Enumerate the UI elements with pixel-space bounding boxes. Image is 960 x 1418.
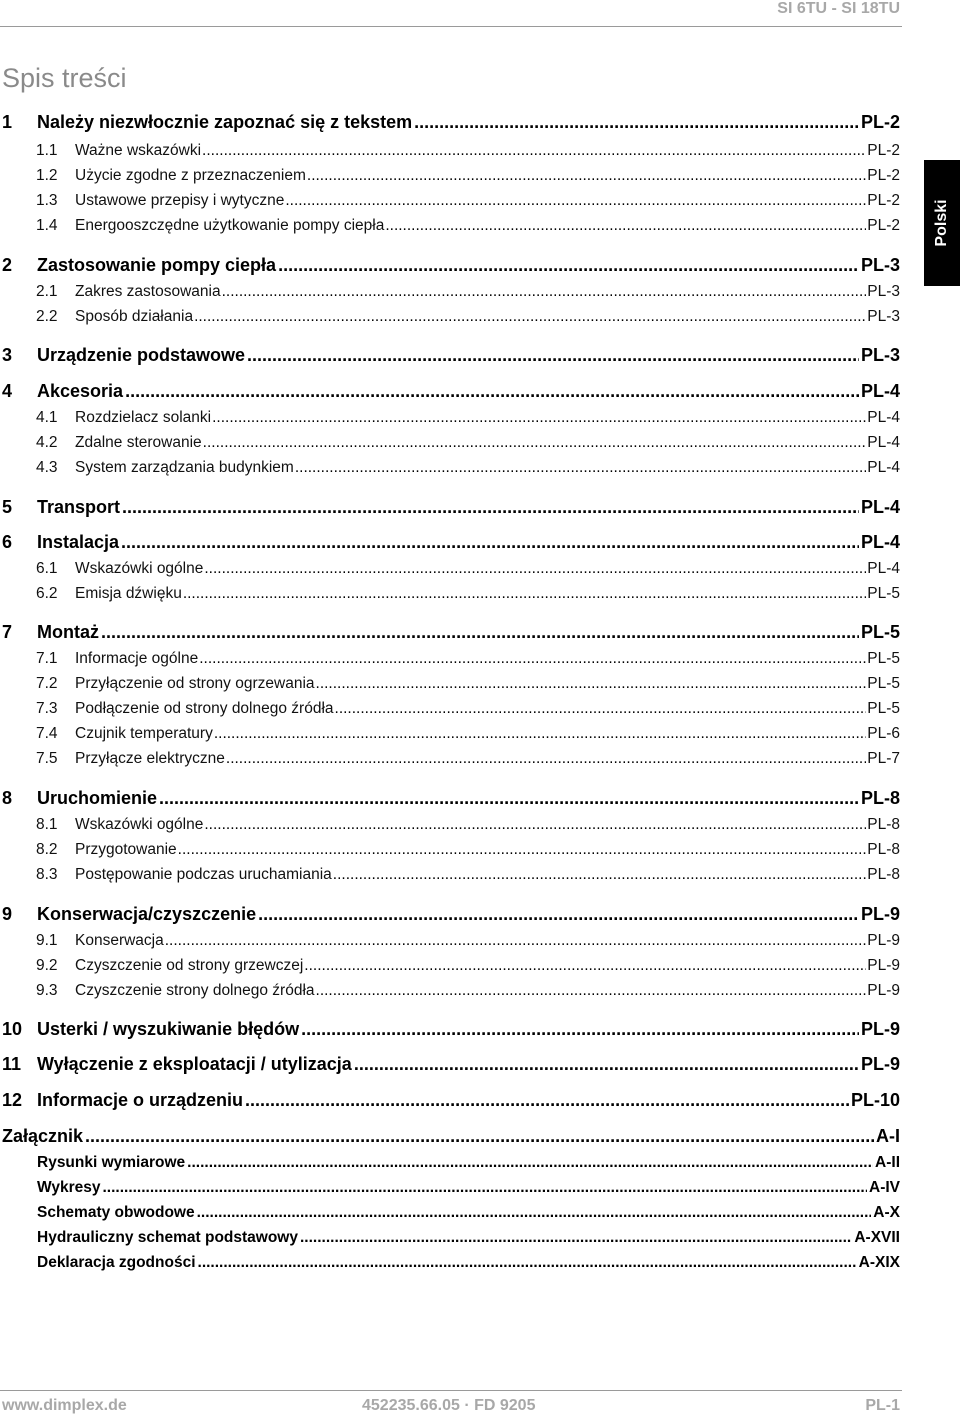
toc-entry[interactable] [2,255,900,276]
toc-entry-number: 2 [2,255,13,275]
toc-entry-page: PL-6 [867,725,900,742]
toc-entry[interactable] [2,308,900,326]
toc-entry-page: A-X [873,1204,900,1221]
toc-entry[interactable] [2,409,900,427]
toc-entry[interactable] [2,1254,900,1272]
toc-entry[interactable] [2,459,900,477]
toc-entry-page: A-II [875,1154,900,1171]
toc-dot-leader [122,497,859,518]
toc-entry[interactable] [2,957,900,975]
toc-entry-title: Konserwacja/czyszczenie [37,904,257,924]
toc-entry[interactable] [2,841,900,859]
header-divider [0,26,902,27]
toc-entry-title: Zastosowanie pompy ciepła [37,255,277,275]
toc-entry-number: 7 [2,622,13,642]
toc-dot-leader [333,866,866,884]
toc-entry-page: PL-9 [860,904,900,924]
footer-website: www.dimplex.de [2,1397,127,1414]
toc-entry-page: A-I [876,1126,900,1146]
page-title: Spis treści [2,63,127,93]
toc-entry-title: Urządzenie podstawowe [37,345,246,365]
toc-entry-title: Przyłącze elektryczne [75,750,225,767]
toc-entry-title: Rozdzielacz solanki [75,409,212,426]
toc-dot-leader [222,283,867,301]
toc-dot-leader [102,1179,867,1197]
toc-entry-title: Usterki / wyszukiwanie błędów [37,1019,300,1039]
toc-entry-number: 3 [2,345,13,365]
toc-dot-leader [245,1090,849,1111]
toc-entry[interactable] [2,532,900,553]
toc-entry-page: PL-10 [850,1090,900,1110]
toc-entry[interactable] [2,866,900,884]
toc-entry-title: Montaż [37,622,99,642]
toc-dot-leader [197,1204,872,1222]
toc-entry-title: Postępowanie podczas uruchamiania [75,866,332,883]
toc-dot-leader [212,409,866,427]
toc-entry-number: 8.3 [36,866,58,883]
toc-entry[interactable] [2,142,900,160]
toc-entry-number: 6 [2,532,13,552]
toc-dot-leader [202,142,866,160]
footer-page-number: PL-1 [865,1397,900,1414]
toc-entry-number: 9.2 [36,957,58,974]
toc-entry-number: 1.2 [36,167,58,184]
toc-entry-page: PL-8 [867,841,900,858]
toc-dot-leader [258,904,859,925]
toc-entry-number: 4.1 [36,409,58,426]
toc-entry-title: Informacje o urządzeniu [37,1090,244,1110]
toc-entry-number: 7.1 [36,650,58,667]
toc-entry[interactable] [2,904,900,925]
toc-entry-number: 4 [2,381,13,401]
toc-entry-page: PL-8 [867,866,900,883]
toc-entry-page: PL-9 [860,1019,900,1039]
toc-entry-title: System zarządzania budynkiem [75,459,294,476]
toc-entry-number: 7.4 [36,725,58,742]
toc-dot-leader [226,750,866,768]
toc-entry[interactable] [2,434,900,452]
toc-entry-page: PL-2 [867,142,900,159]
toc-entry-number: 5 [2,497,13,517]
toc-entry-title: Schematy obwodowe [37,1204,195,1221]
toc-entry[interactable] [2,982,900,1000]
toc-dot-leader [316,982,867,1000]
toc-entry-title: Przyłączenie od strony ogrzewania [75,675,315,692]
toc-entry-title: Zakres zastosowania [75,283,221,300]
toc-entry-title: Emisja dźwięku [75,585,182,602]
toc-entry-page: PL-5 [867,650,900,667]
toc-entry-number: 2.2 [36,308,58,325]
toc-entry-title: Informacje ogólne [75,650,199,667]
toc-dot-leader [295,459,866,477]
toc-entry-page: PL-8 [867,816,900,833]
toc-entry-number: 2.1 [36,283,58,300]
toc-dot-leader [159,788,859,809]
toc-entry-page: PL-5 [867,675,900,692]
toc-entry-title: Wskazówki ogólne [75,560,204,577]
toc-dot-leader [85,1126,874,1147]
toc-entry-page: PL-9 [867,957,900,974]
toc-dot-leader [165,932,867,950]
toc-entry-page: PL-4 [867,409,900,426]
toc-dot-leader [304,957,866,975]
toc-dot-leader [301,1019,859,1040]
toc-entry[interactable] [2,1090,900,1111]
toc-entry-number: 1.3 [36,192,58,209]
toc-entry[interactable] [2,192,900,210]
toc-entry[interactable] [2,650,900,668]
toc-entry-page: PL-7 [867,750,900,767]
toc-entry[interactable] [2,1179,900,1197]
toc-entry-page: PL-4 [867,560,900,577]
toc-entry-title: Deklaracja zgodności [37,1254,196,1271]
toc-entry-page: PL-9 [867,932,900,949]
toc-entry-title: Ważne wskazówki [75,142,202,159]
toc-entry[interactable] [2,675,900,693]
toc-entry-number: 9.1 [36,932,58,949]
toc-entry-page: A-XVII [854,1229,900,1246]
language-tab [924,160,960,286]
toc-entry-page: PL-8 [860,788,900,808]
toc-entry[interactable] [2,1229,900,1247]
toc-dot-leader [204,816,866,834]
toc-dot-leader [178,841,867,859]
toc-entry-page: A-XIX [858,1254,900,1271]
toc-entry-page: PL-9 [860,1054,900,1074]
toc-dot-leader [183,585,866,603]
toc-entry-page: PL-3 [867,283,900,300]
toc-entry-number: 12 [2,1090,23,1110]
toc-entry-title: Przygotowanie [75,841,177,858]
toc-entry[interactable] [2,560,900,578]
toc-entry-number: 1.4 [36,217,58,234]
toc-entry-number: 1.1 [36,142,58,159]
toc-entry[interactable] [2,1054,900,1075]
toc-entry[interactable] [2,932,900,950]
toc-dot-leader [307,167,866,185]
toc-entry[interactable] [2,381,900,402]
toc-entry[interactable] [2,788,900,809]
toc-entry[interactable] [2,1204,900,1222]
toc-entry-page: PL-2 [867,192,900,209]
toc-entry-page: PL-4 [867,459,900,476]
toc-dot-leader [214,725,866,743]
toc-entry[interactable] [2,750,900,768]
toc-entry-title: Akcesoria [37,381,124,401]
toc-entry-page: PL-9 [867,982,900,999]
toc-entry[interactable] [2,725,900,743]
toc-entry-number: 9 [2,904,13,924]
toc-dot-leader [385,217,866,235]
toc-entry-number: 7.5 [36,750,58,767]
toc-dot-leader [194,308,866,326]
toc-entry[interactable] [2,700,900,718]
toc-dot-leader [198,1254,857,1272]
toc-dot-leader [101,622,859,643]
toc-entry-title: Czujnik temperatury [75,725,213,742]
toc-entry-page: PL-3 [860,255,900,275]
toc-entry-title: Zdalne sterowanie [75,434,202,451]
toc-entry-title: Hydrauliczny schemat podstawowy [37,1229,298,1246]
toc-entry-number: 7.3 [36,700,58,717]
toc-dot-leader [199,650,866,668]
toc-entry-number: 9.3 [36,982,58,999]
language-tab-label: Polski [933,199,950,247]
toc-entry-page: A-IV [869,1179,900,1196]
toc-entry-title: Wykresy [37,1179,101,1196]
toc-entry-number: 8.1 [36,816,58,833]
toc-entry-title: Wskazówki ogólne [75,816,204,833]
toc-entry[interactable] [2,112,900,133]
toc-entry-page: PL-4 [860,381,900,401]
toc-dot-leader [125,381,859,402]
toc-entry-number: 8 [2,788,13,808]
toc-entry-page: PL-4 [860,532,900,552]
toc-entry[interactable] [2,816,900,834]
toc-entry-title: Podłączenie od strony dolnego źródła [75,700,334,717]
footer-divider [0,1390,902,1391]
toc-entry[interactable] [2,283,900,301]
toc-entry[interactable] [2,1126,900,1147]
toc-dot-leader [354,1054,859,1075]
toc-dot-leader [204,560,866,578]
toc-entry-page: PL-4 [867,434,900,451]
toc-dot-leader [278,255,859,276]
toc-entry-number: 4.3 [36,459,58,476]
toc-entry[interactable] [2,622,900,643]
toc-entry-title: Należy niezwłocznie zapoznać się z tekstem [37,112,413,132]
toc-entry-number: 4.2 [36,434,58,451]
toc-entry-title: Czyszczenie strony dolnego źródła [75,982,315,999]
toc-dot-leader [316,675,867,693]
toc-entry-number: 6.1 [36,560,58,577]
toc-entry-title: Sposób działania [75,308,194,325]
toc-entry-page: PL-5 [860,622,900,642]
toc-entry[interactable] [2,345,900,366]
toc-entry-number: 6.2 [36,585,58,602]
toc-entry[interactable] [2,1154,900,1172]
toc-entry-number: 1 [2,112,13,132]
toc-entry[interactable] [2,497,900,518]
toc-dot-leader [414,112,859,133]
toc-entry[interactable] [2,167,900,185]
toc-entry-title: Użycie zgodne z przeznaczeniem [75,167,306,184]
toc-entry-page: PL-2 [867,217,900,234]
toc-entry-title: Konserwacja [75,932,164,949]
toc-dot-leader [247,345,859,366]
toc-entry-title: Uruchomienie [37,788,158,808]
toc-dot-leader [285,192,866,210]
toc-entry[interactable] [2,1019,900,1040]
toc-entry[interactable] [2,217,900,235]
toc-entry-page: PL-2 [867,167,900,184]
toc-entry-page: PL-5 [867,585,900,602]
toc-dot-leader [300,1229,852,1247]
toc-entry-title: Czyszczenie od strony grzewczej [75,957,304,974]
toc-entry[interactable] [2,585,900,603]
toc-entry-page: PL-5 [867,700,900,717]
toc-dot-leader [121,532,859,553]
toc-entry-title: Energooszczędne użytkowanie pompy ciepła [75,217,385,234]
toc-entry-page: PL-3 [860,345,900,365]
toc-entry-page: PL-2 [860,112,900,132]
toc-entry-number: 8.2 [36,841,58,858]
toc-entry-title: Ustawowe przepisy i wytyczne [75,192,285,209]
toc-entry-title: Transport [37,497,121,517]
toc-entry-page: PL-3 [867,308,900,325]
toc-entry-title: Wyłączenie z eksploatacji / utylizacja [37,1054,352,1074]
toc-entry-title: Załącznik [2,1126,84,1146]
toc-entry-number: 10 [2,1019,23,1039]
toc-entry-page: PL-4 [860,497,900,517]
toc-entry-number: 11 [2,1054,22,1074]
footer-document-number: 452235.66.05 · FD 9205 [362,1397,536,1414]
toc-dot-leader [335,700,867,718]
toc-entry-title: Rysunki wymiarowe [37,1154,186,1171]
header-document-code: SI 6TU - SI 18TU [777,0,900,17]
toc-dot-leader [187,1154,873,1172]
toc-dot-leader [203,434,867,452]
toc-entry-number: 7.2 [36,675,58,692]
toc-entry-title: Instalacja [37,532,120,552]
